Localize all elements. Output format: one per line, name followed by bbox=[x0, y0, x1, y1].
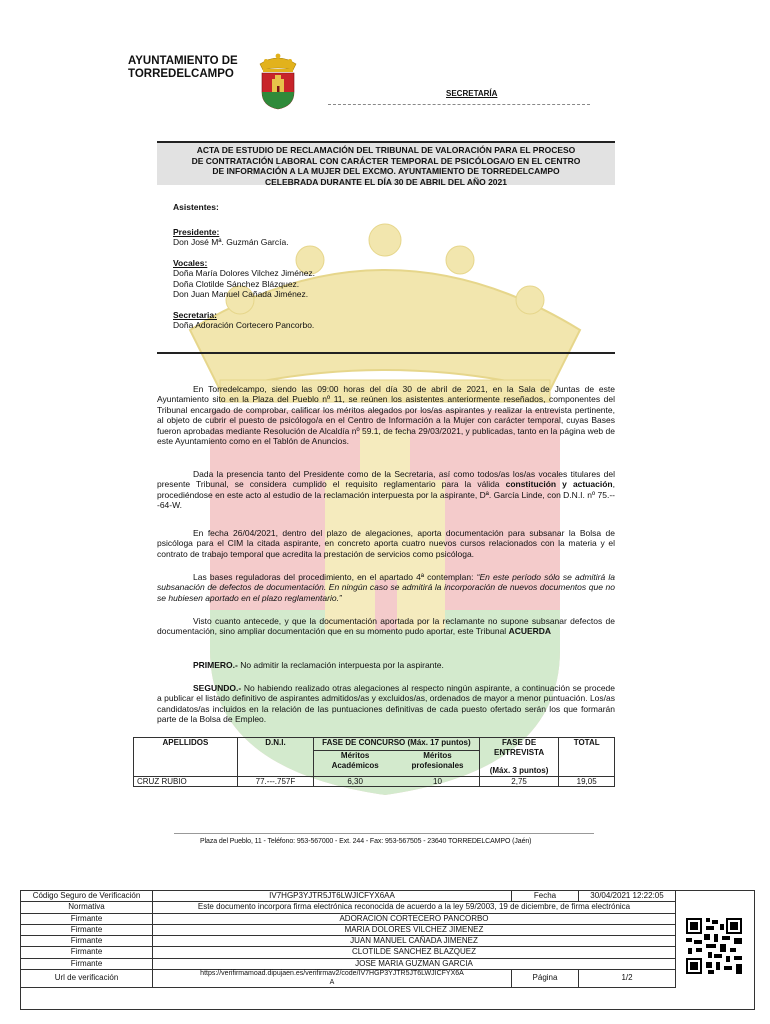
verification-row bbox=[21, 891, 676, 902]
org-name-line1: AYUNTAMIENTO DE bbox=[128, 55, 238, 67]
footer-address: Plaza del Pueblo, 11 - Teléfono: 953-567000 - Ext. 244 - Fax: 953-567505 - 23640 TORREDELCAMPO (Jaén) bbox=[200, 838, 532, 845]
fecha-value: 30/04/2021 12:22:05 bbox=[579, 891, 676, 902]
paragraph-text: En Torredelcampo, siendo las 09:00 horas del día 30 de abril de 2021, en la Sala de Juntas de este Ayuntamiento sito en la Plaza del Pueblo nº 11, se reúnen los asistentes anteriormente reseñados, componentes del Tribunal encargado de comprobar, calificar los méritos alegados por los/as aspirantes y realizar la entrevista pertinente, al objeto de cubrir el puesto de psicólogo/a en el Centro de Información a la Mujer con carácter temporal, cuyas Bases fueron aprobadas mediante Resolución de Alcaldía nº 59.1, de fecha 29/03/2021, y publicadas, tanto en la página web de este Ayuntamiento como en el Tablón de Anuncios. bbox=[157, 384, 615, 447]
paragraph-meeting bbox=[157, 384, 615, 446]
cell-entrevista: 2,75 bbox=[479, 776, 559, 787]
attendees-section bbox=[173, 202, 315, 331]
firmante-name: JUAN MANUEL CAÑADA JIMENEZ bbox=[153, 936, 676, 947]
qr-code-icon bbox=[686, 918, 742, 974]
paragraph-constitution bbox=[157, 469, 615, 511]
paragraph-text: Dada la presencia tanto del Presidente como de la Secretaria, así como todos/as los/as vocales titulares del presente Tribunal, se considera cumplido el requisito reglamentario para la válida bbox=[157, 469, 615, 490]
url-value-line: A bbox=[329, 978, 335, 986]
firmante-name: CLOTILDE SANCHEZ BLAZQUEZ bbox=[153, 947, 676, 958]
paragraph-bold-text: ACUERDA bbox=[508, 626, 552, 637]
secretary-label: Secretaria: bbox=[173, 309, 217, 320]
title-line: ACTA DE ESTUDIO DE RECLAMACIÓN DEL TRIBUNAL DE VALORACIÓN PARA EL PROCESO bbox=[196, 145, 576, 155]
paragraph-bold-text: SEGUNDO.- bbox=[193, 683, 242, 693]
header-apellidos: APELLIDOS bbox=[134, 738, 238, 777]
normativa-label: Normativa bbox=[21, 902, 153, 913]
csv-value: IV7HGP3YJTR5JT6LWJICFYX6AA bbox=[153, 891, 512, 902]
table-header-row bbox=[134, 738, 615, 751]
verification-row bbox=[21, 936, 676, 947]
cell-profesionales: 10 bbox=[396, 776, 479, 787]
cell-total: 19,05 bbox=[559, 776, 615, 787]
paragraph-second bbox=[157, 683, 615, 725]
header-total: TOTAL bbox=[559, 738, 615, 777]
normativa-value: Este documento incorpora firma electrónica reconocida de acuerdo a la ley 59/2003, 19 de diciembre, de firma electrónica bbox=[153, 902, 676, 913]
firmante-label: Firmante bbox=[21, 913, 153, 924]
footer-divider bbox=[174, 833, 594, 834]
org-name-line2: TORREDELCAMPO bbox=[128, 68, 234, 80]
member-name: Doña María Dolores Vilchez Jiménez. bbox=[173, 268, 316, 278]
paragraph-bold-text: PRIMERO.- bbox=[193, 660, 238, 670]
pagina-value: 1/2 bbox=[579, 970, 676, 988]
paragraph-quote: “En este período sólo se admitirá la subsanación de defectos de documentación. En ningún caso se admitirá la incorporación de nuevos documentos que no se hubiesen aportado en el plazo reglamentario.” bbox=[157, 572, 615, 603]
firmante-name: JOSE MARIA GUZMAN GARCIA bbox=[153, 958, 676, 969]
member-name: Don Juan Manuel Cañada Jiménez. bbox=[173, 289, 309, 299]
verification-row bbox=[21, 913, 676, 924]
paragraph-resolution bbox=[157, 616, 615, 637]
header-dni: D.N.I. bbox=[237, 738, 313, 777]
firmante-label: Firmante bbox=[21, 924, 153, 935]
url-value[interactable] bbox=[153, 970, 512, 988]
members-label: Vocales: bbox=[173, 257, 208, 268]
cell-apellidos: CRUZ RUBIO bbox=[134, 776, 238, 787]
paragraph-bases bbox=[157, 572, 615, 603]
section-divider bbox=[157, 352, 615, 354]
paragraph-text: No admitir la reclamación interpuesta por la aspirante. bbox=[237, 660, 444, 670]
header-entrevista-max: (Máx. 3 puntos) bbox=[489, 766, 549, 775]
verification-row bbox=[21, 924, 676, 935]
firmante-label: Firmante bbox=[21, 936, 153, 947]
pagina-label: Página bbox=[512, 970, 579, 988]
header-concurso: FASE DE CONCURSO (Máx. 17 puntos) bbox=[314, 738, 480, 751]
coat-of-arms-icon bbox=[256, 52, 300, 110]
verification-row bbox=[21, 947, 676, 958]
title-line: CELEBRADA DURANTE EL DÍA 30 DE ABRIL DEL AÑO 2021 bbox=[265, 176, 507, 187]
header-meritos-profesionales: Méritos profesionales bbox=[396, 751, 479, 776]
organization-name bbox=[128, 55, 238, 81]
paragraph-text: En fecha 26/04/2021, dentro del plazo de alegaciones, aporta documentación para subsanar la Bolsa de psicóloga para el CIM la citada aspirante, en concreto aporta cuatro nuevos cursos relacionados con la materia y el contrato de trabajo temporal que acredita la prestación de servicios como psicóloga. bbox=[157, 528, 615, 559]
header-entrevista bbox=[479, 738, 559, 777]
table-row bbox=[134, 776, 615, 787]
cell-dni: 77.---.757F bbox=[237, 776, 313, 787]
firmante-name: ADORACION CORTECERO PANCORBO bbox=[153, 913, 676, 924]
paragraph-text: , procediéndose en este acto al estudio de la reclamación interpuesta por la aspirante, Dª. García Linde, con D.N.I. nº 75.---64-W. bbox=[157, 479, 615, 511]
verification-row bbox=[21, 958, 676, 969]
department-label: SECRETARÍA bbox=[446, 89, 498, 98]
results-table bbox=[133, 737, 615, 787]
header-entrevista-label: FASE DE ENTREVISTA bbox=[494, 738, 545, 757]
title-line: DE INFORMACIÓN A LA MUJER DEL EXCMO. AYUNTAMIENTO DE TORREDELCAMPO bbox=[212, 166, 560, 176]
paragraph-text: Las bases reguladoras del procedimiento, en el apartado 4ª contemplan: bbox=[193, 572, 477, 582]
attendees-heading: Asistentes: bbox=[173, 202, 219, 212]
verification-table bbox=[20, 890, 676, 988]
verification-row bbox=[21, 970, 676, 988]
verification-row bbox=[21, 902, 676, 913]
paragraph-first bbox=[157, 660, 615, 670]
paragraph-claim bbox=[157, 528, 615, 559]
cell-academicos: 6,30 bbox=[314, 776, 397, 787]
president-name: Don José Mª. Guzmán García. bbox=[173, 237, 289, 247]
paragraph-bold-text: constitución y actuación bbox=[505, 479, 613, 490]
firmante-label: Firmante bbox=[21, 958, 153, 969]
firmante-label: Firmante bbox=[21, 947, 153, 958]
url-label: Url de verificación bbox=[21, 970, 153, 988]
member-name: Doña Clotilde Sánchez Blázquez. bbox=[173, 278, 300, 289]
paragraph-text: Visto cuanto antecede, y que la documentación aportada por la reclamante no supone subsanar defectos de documentación, sino ampliar documentación que en su momento pudo aportar, este Tribunal bbox=[157, 616, 615, 637]
firmante-name: MARIA DOLORES VILCHEZ JIMENEZ bbox=[153, 924, 676, 935]
header-meritos-academicos: Méritos Académicos bbox=[314, 751, 397, 776]
secretary-name: Doña Adoración Cortecero Pancorbo. bbox=[173, 320, 315, 330]
president-label: Presidente: bbox=[173, 226, 220, 237]
csv-label: Código Seguro de Verificación bbox=[21, 891, 153, 902]
fecha-label: Fecha bbox=[512, 891, 579, 902]
url-value-line: https://verifirmamoad.dipujaen.es/verifirmav2/code/IV7HGP3YJTR5JT6LWJICFYX6A bbox=[200, 970, 464, 978]
title-line: DE CONTRATACIÓN LABORAL CON CARÁCTER TEMPORAL DE PSICÓLOGA/O EN EL CENTRO bbox=[191, 155, 581, 166]
paragraph-text: No habiendo realizado otras alegaciones al respecto ningún aspirante, a continuación se procede a publicar el listado definitivo de aspirantes admitidos/as y excluidos/as, ordenados de mayor a menor puntuación. Los/as candidatos/as incluidos en la relación de las puntuaciones definitivas de cada puesto ofertado serán los que formarán parte de la Bolsa de Empleo. bbox=[157, 683, 615, 725]
document-title bbox=[157, 141, 615, 185]
department-divider bbox=[328, 104, 590, 105]
